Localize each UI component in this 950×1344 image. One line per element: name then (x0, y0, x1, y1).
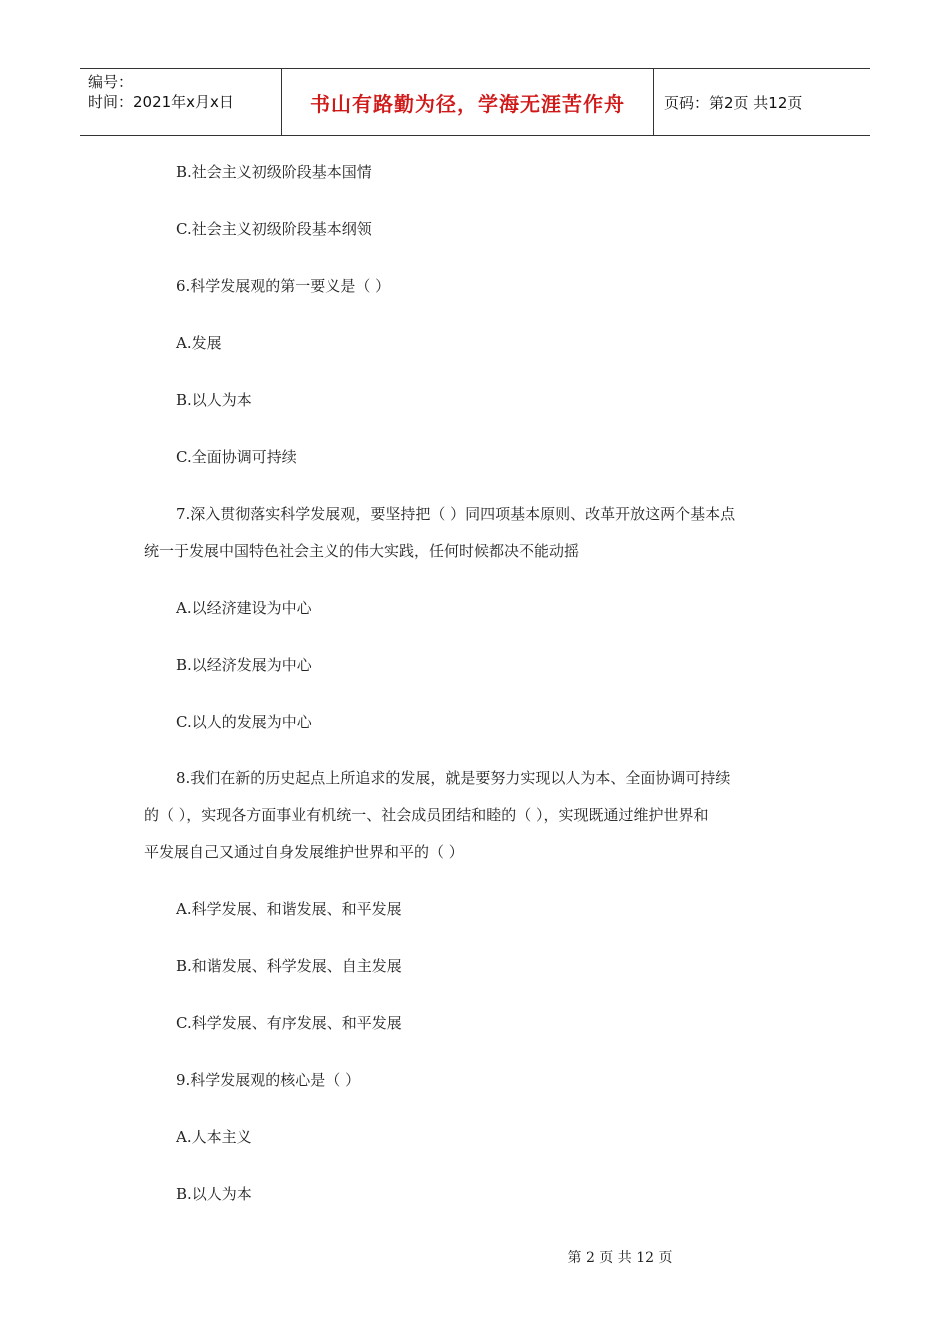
motto-text: 书山有路勤为径，学海无涯苦作舟 (310, 91, 625, 116)
q8-option-a: A.科学发展、和谐发展、和平发展 (176, 900, 402, 918)
question-8-line-2: 的（ ），实现各方面事业有机统一、社会成员团结和睦的（ ），实现既通过维护世界和 (144, 806, 709, 824)
question-8-line-3: 平发展自己又通过自身发展维护世界和平的（ ） (144, 843, 464, 861)
question-9: 9.科学发展观的核心是（ ） (176, 1071, 361, 1089)
q7-option-b: B.以经济发展为中心 (176, 656, 312, 674)
q6-option-b: B.以人为本 (176, 391, 252, 409)
q8-option-c: C.科学发展、有序发展、和平发展 (176, 1014, 402, 1032)
q8-option-b: B.和谐发展、科学发展、自主发展 (176, 957, 402, 975)
q7-option-c: C.以人的发展为中心 (176, 713, 312, 731)
question-7-line-2: 统一于发展中国特色社会主义的伟大实践，任何时候都决不能动摇 (144, 542, 580, 560)
page-footer: 第 2 页 共 12 页 (567, 1250, 673, 1266)
question-6: 6.科学发展观的第一要义是（ ） (176, 277, 391, 295)
q6-option-c: C.全面协调可持续 (176, 448, 297, 466)
header-meta (80, 69, 282, 135)
question-7-line-1: 7.深入贯彻落实科学发展观，要坚持把（ ）同四项基本原则、改革开放这两个基本点 (176, 505, 736, 523)
header-page-info: 页码：第2页 共12页 (664, 93, 803, 112)
document-number-label: 编号： (88, 73, 134, 91)
document-date-label: 时间：2021年x月x日 (88, 93, 234, 111)
q9-option-b: B.以人为本 (176, 1185, 252, 1203)
option-c-line: C.社会主义初级阶段基本纲领 (176, 220, 372, 238)
question-8-line-1: 8.我们在新的历史起点上所追求的发展，就是要努力实现以人为本、全面协调可持续 (176, 769, 731, 787)
page-header (80, 68, 870, 136)
q9-option-a: A.人本主义 (176, 1128, 252, 1146)
q7-option-a: A.以经济建设为中心 (176, 599, 312, 617)
q6-option-a: A.发展 (176, 334, 222, 352)
header-motto-cell (282, 69, 654, 135)
option-b-line: B.社会主义初级阶段基本国情 (176, 163, 372, 181)
